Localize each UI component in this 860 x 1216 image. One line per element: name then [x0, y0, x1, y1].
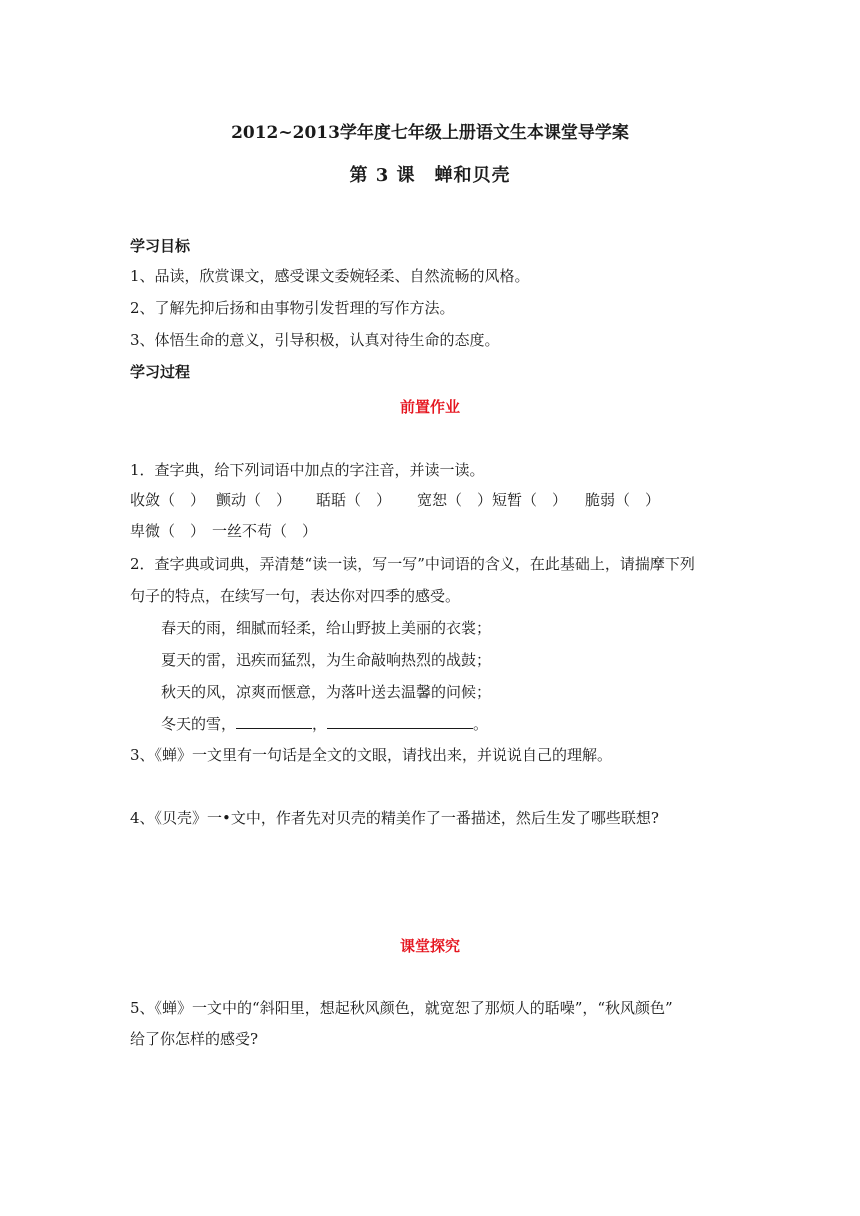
preview-heading: 前置作业 — [399, 398, 460, 416]
question-1: 1．查字典，给下列词语中加点的字注音，并读一读。 — [130, 461, 485, 479]
question-2-continued: 句子的特点，在续写一句，表达你对四季的感受。 — [130, 587, 461, 605]
question-2: 2．查字典或词典，弄清楚“读一读，写一写”中词语的含义，在此基础上，请揣摩下列 — [130, 555, 695, 573]
question-4: 4、《贝壳》一•文中，作者先对贝壳的精美作了一番描述，然后生发了哪些联想? — [130, 809, 659, 827]
season-sentence: 春天的雨，细腻而轻柔，给山野披上美丽的衣裳； — [161, 619, 492, 637]
vocab-item: 宽恕（ ）短暂（ ） — [417, 491, 568, 509]
question-5: 5、《蝉》一文中的“斜阳里，想起秋风颜色，就宽恕了那烦人的聒噪”，“秋风颜色” — [130, 999, 673, 1017]
answer-blank[interactable] — [327, 714, 473, 729]
process-heading: 学习过程 — [130, 363, 191, 381]
lesson-title: 第 3 课 蝉和贝壳 — [349, 165, 511, 186]
winter-end: 。 — [473, 715, 489, 733]
vocab-row-2 — [130, 521, 317, 541]
explore-heading: 课堂探究 — [399, 937, 460, 955]
vocab-item: 脆弱（ ） — [585, 491, 661, 509]
season-sentence: 秋天的风，凉爽而惬意，为落叶送去温馨的问候； — [161, 683, 492, 701]
answer-blank[interactable] — [236, 714, 312, 729]
objectives-heading: 学习目标 — [130, 237, 191, 255]
vocab-item: 聒聒（ ） — [316, 491, 392, 509]
vocab-item: 收敛（ ） — [130, 491, 206, 509]
objective-item: 3、体悟生命的意义，引导积极，认真对待生命的态度。 — [130, 331, 500, 349]
winter-prefix: 冬天的雪， — [161, 715, 237, 733]
vocab-item: 卑微（ ） — [130, 522, 206, 540]
winter-sentence — [161, 714, 488, 734]
question-3: 3、《蝉》一文里有一句话是全文的文眼，请找出来，并说说自己的理解。 — [130, 746, 613, 764]
objective-item: 1、品读，欣赏课文，感受课文委婉轻柔、自然流畅的风格。 — [130, 267, 530, 285]
objective-item: 2、了解先抑后扬和由事物引发哲理的写作方法。 — [130, 299, 455, 317]
vocab-row-1 — [130, 490, 660, 510]
winter-comma: ， — [312, 715, 328, 733]
vocab-item: 颤动（ ） — [216, 491, 292, 509]
season-sentence: 夏天的雷，迅疾而猛烈，为生命敲响热烈的战鼓； — [161, 651, 492, 669]
document-title: 2012~2013学年度七年级上册语文生本课堂导学案 — [231, 123, 629, 143]
question-5-continued: 给了你怎样的感受? — [130, 1030, 259, 1048]
vocab-item: 一丝不苟（ ） — [212, 522, 318, 540]
